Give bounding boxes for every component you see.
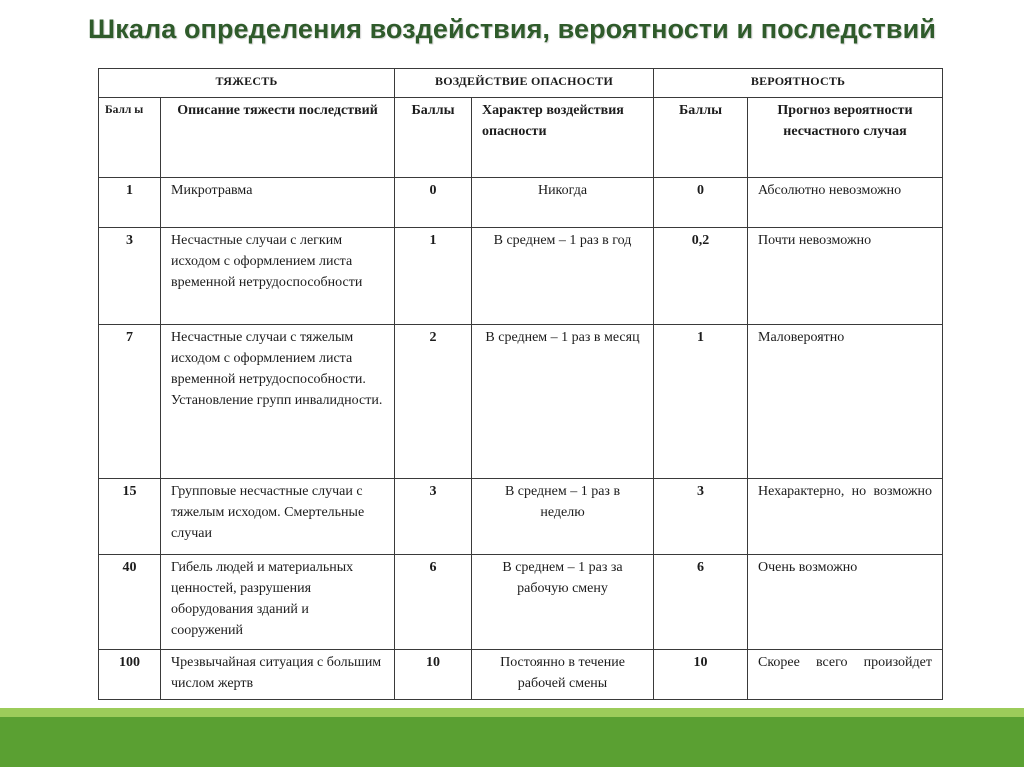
probability-description: Очень возможно [748, 555, 943, 650]
probability-description: Нехарактерно, но возможно [748, 479, 943, 555]
col-header-severity-points: Балл ы [99, 98, 161, 178]
severity-description: Групповые несчастные случаи с тяжелым исходом. Смертельные случаи [161, 479, 395, 555]
table-row [99, 479, 943, 555]
table-row [99, 555, 943, 650]
risk-scale-table [98, 68, 943, 700]
impact-points: 1 [395, 228, 472, 325]
impact-description: В среднем – 1 раз в год [472, 228, 654, 325]
col-header-impact-desc: Характер воздействия опасности [472, 98, 654, 178]
severity-points: 40 [99, 555, 161, 650]
severity-description: Несчастные случаи с тяжелым исходом с оформлением листа временной нетрудоспособности. Установление групп инвалидности. [161, 325, 395, 479]
probability-points: 10 [654, 650, 748, 700]
probability-description: Маловероятно [748, 325, 943, 479]
table-row [99, 178, 943, 228]
table-row [99, 325, 943, 479]
probability-points: 0 [654, 178, 748, 228]
col-header-prob-points: Баллы [654, 98, 748, 178]
group-header-row [99, 69, 943, 98]
group-header-impact: ВОЗДЕЙСТВИЕ ОПАСНОСТИ [395, 69, 654, 98]
slide-title: Шкала определения воздействия, вероятности и последствий [88, 14, 936, 44]
severity-points: 1 [99, 178, 161, 228]
probability-description: Абсолютно невозможно [748, 178, 943, 228]
impact-description: В среднем – 1 раз в месяц [472, 325, 654, 479]
impact-points: 10 [395, 650, 472, 700]
impact-points: 3 [395, 479, 472, 555]
impact-description: В среднем – 1 раз за рабочую смену [472, 555, 654, 650]
col-header-severity-desc: Описание тяжести последствий [161, 98, 395, 178]
severity-description: Чрезвычайная ситуация с большим числом жертв [161, 650, 395, 700]
impact-points: 6 [395, 555, 472, 650]
severity-points: 15 [99, 479, 161, 555]
probability-description: Скорее всего произойдет [748, 650, 943, 700]
probability-description: Почти невозможно [748, 228, 943, 325]
group-header-probability: ВЕРОЯТНОСТЬ [654, 69, 943, 98]
column-header-row [99, 98, 943, 178]
impact-description: В среднем – 1 раз в неделю [472, 479, 654, 555]
severity-points: 3 [99, 228, 161, 325]
impact-description: Постоянно в течение рабочей смены [472, 650, 654, 700]
col-header-prob-desc: Прогноз вероятности несчастного случая [748, 98, 943, 178]
probability-points: 6 [654, 555, 748, 650]
table-row [99, 650, 943, 700]
probability-points: 0,2 [654, 228, 748, 325]
probability-points: 3 [654, 479, 748, 555]
group-header-severity: ТЯЖЕСТЬ [99, 69, 395, 98]
impact-points: 2 [395, 325, 472, 479]
impact-description: Никогда [472, 178, 654, 228]
severity-points: 100 [99, 650, 161, 700]
probability-points: 1 [654, 325, 748, 479]
severity-points: 7 [99, 325, 161, 479]
severity-description: Гибель людей и материальных ценностей, разрушения оборудования зданий и сооружений [161, 555, 395, 650]
table-row [99, 228, 943, 325]
footer-bar [0, 717, 1024, 767]
impact-points: 0 [395, 178, 472, 228]
severity-description: Несчастные случаи с легким исходом с оформлением листа временной нетрудоспособности [161, 228, 395, 325]
footer-accent-stripe [0, 708, 1024, 717]
severity-description: Микротравма [161, 178, 395, 228]
col-header-impact-points: Баллы [395, 98, 472, 178]
